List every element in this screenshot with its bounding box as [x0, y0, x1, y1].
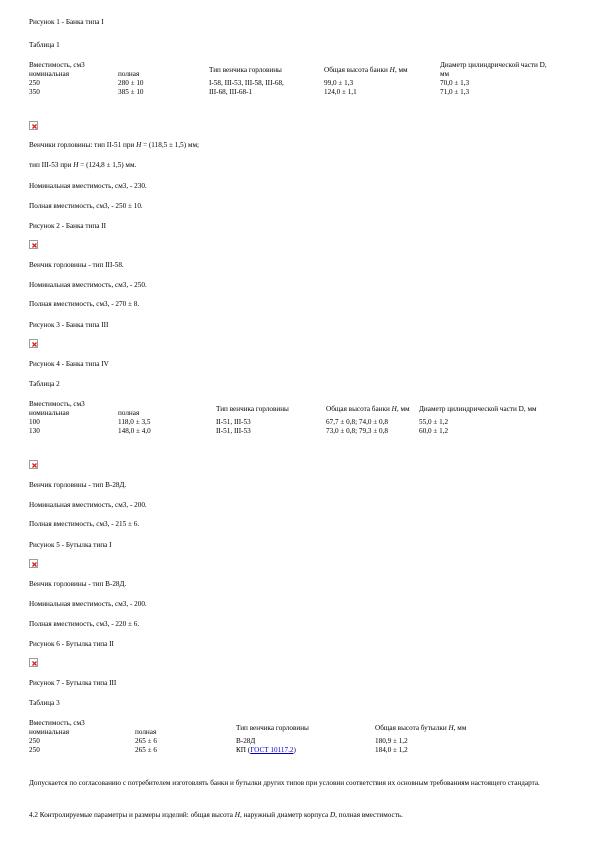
figure-5-caption: Рисунок 5 - Бутылка типа I	[29, 541, 112, 549]
broken-image-icon	[29, 339, 38, 348]
table-cell: 130	[29, 427, 40, 435]
nominal-capacity-4: Номинальная вместимость, см3, - 200.	[29, 600, 147, 608]
table-1-header-neck: Тип венчика горловины	[209, 65, 282, 74]
table-1	[29, 61, 555, 97]
table-1-header-full: полная	[118, 70, 140, 78]
neck-type-3: Венчик горловины - тип В-28Д.	[29, 481, 127, 489]
table-3-header-capacity: Вместимость, см3	[29, 719, 85, 727]
neck-types-line-1: Венчики горловины: тип II-51 при H = (118,5 ± 1,5) мм;	[29, 141, 200, 149]
neck-type-4: Венчик горловины - тип В-28Д.	[29, 580, 127, 588]
nominal-capacity-3: Номинальная вместимость, см3, - 200.	[29, 501, 147, 509]
table-cell: 350	[29, 88, 40, 96]
table-1-caption: Таблица 1	[29, 41, 60, 49]
figure-4-caption: Рисунок 4 - Банка типа IV	[29, 360, 109, 368]
full-capacity-3: Полная вместимость, см3, - 215 ± 6.	[29, 520, 140, 528]
table-cell: 124,0 ± 1,1	[324, 88, 357, 96]
table-cell: 118,0 ± 3,5	[118, 418, 151, 426]
table-row	[29, 418, 544, 427]
table-cell: 280 ± 10	[118, 79, 144, 87]
figure-1-caption: Рисунок 1 - Банка типа I	[29, 18, 104, 26]
table-3-caption: Таблица 3	[29, 699, 60, 707]
table-2-header-nominal: номинальная	[29, 409, 70, 417]
table-cell: 99,0 ± 1,3	[324, 79, 354, 87]
table-2-caption: Таблица 2	[29, 380, 60, 388]
table-row	[29, 746, 555, 755]
table-1-header-capacity: Вместимость, см3	[29, 61, 85, 69]
table-cell: 67,7 ± 0,8; 74,0 ± 0,8	[326, 418, 388, 426]
table-row	[29, 427, 544, 436]
table-cell: 55,0 ± 1,2	[419, 418, 449, 426]
table-row	[29, 88, 555, 97]
table-2-header-full: полная	[118, 409, 140, 417]
nominal-capacity-2: Номинальная вместимость, см3, - 250.	[29, 281, 147, 289]
table-2-header-height: Общая высота банки H, мм	[326, 404, 410, 413]
table-cell: II-51, III-53	[216, 418, 251, 426]
section-4-2-paragraph: 4.2 Контролируемые параметры и размеры изделий: общая высота H, наружный диаметр корпуса D, полная вместимость.	[29, 811, 403, 819]
table-cell: II-51, III-53	[216, 427, 251, 435]
table-2-header-diameter: Диаметр цилиндрической части D, мм	[419, 404, 537, 413]
table-row	[29, 737, 555, 746]
table-cell: I-58, III-53, III-58, III-68,	[209, 79, 284, 87]
table-3-header-neck: Тип венчика горловины	[236, 723, 309, 732]
table-cell: 71,0 ± 1,3	[440, 88, 470, 96]
gost-link[interactable]: ГОСТ 10117.2	[250, 746, 294, 754]
table-cell: 184,0 ± 1,2	[375, 746, 408, 754]
full-capacity-2: Полная вместимость, см3, - 270 ± 8.	[29, 300, 140, 308]
full-capacity-1: Полная вместимость, см3, - 250 ± 10.	[29, 202, 143, 210]
full-capacity-4: Полная вместимость, см3, - 220 ± 6.	[29, 620, 140, 628]
broken-image-icon	[29, 559, 38, 568]
table-cell: 250	[29, 79, 40, 87]
table-cell: КП (ГОСТ 10117.2)	[236, 746, 296, 754]
table-3-header-height: Общая высота бутылки H, мм	[375, 723, 467, 732]
figure-6-caption: Рисунок 6 - Бутылка типа II	[29, 640, 114, 648]
table-1-header-diameter: Диаметр цилиндрической части D, мм	[440, 61, 547, 78]
broken-image-icon	[29, 460, 38, 469]
table-row	[29, 79, 555, 88]
allowance-paragraph: Допускается по согласованию с потребителем изготовлять банки и бутылки других типов при условии соответствия их основным требованиям настоящего стандарта.	[29, 779, 540, 787]
table-cell: 250	[29, 737, 40, 745]
table-cell: 60,0 ± 1,2	[419, 427, 449, 435]
table-cell: 265 ± 6	[135, 737, 157, 745]
table-cell: 250	[29, 746, 40, 754]
table-cell: III-68, III-68-1	[209, 88, 253, 96]
table-3-header-full: полная	[135, 728, 157, 736]
table-cell: 70,0 ± 1,3	[440, 79, 470, 87]
broken-image-icon	[29, 658, 38, 667]
table-cell: 265 ± 6	[135, 746, 157, 754]
broken-image-icon	[29, 121, 38, 130]
table-2-header-capacity: Вместимость, см3	[29, 400, 85, 408]
table-3	[29, 719, 555, 755]
table-cell: 100	[29, 418, 40, 426]
table-1-header-nominal: номинальная	[29, 70, 70, 78]
table-2-header-neck: Тип венчика горловины	[216, 404, 289, 413]
table-1-header-height: Общая высота банки H, мм	[324, 65, 408, 74]
table-cell: В-28Д	[236, 737, 256, 745]
figure-3-caption: Рисунок 3 - Банка типа III	[29, 321, 109, 329]
table-cell: 385 ± 10	[118, 88, 144, 96]
table-cell: 73,0 ± 0,8; 79,3 ± 0,8	[326, 427, 388, 435]
table-cell: 148,0 ± 4,0	[118, 427, 151, 435]
broken-image-icon	[29, 240, 38, 249]
table-2	[29, 400, 544, 436]
table-3-header-nominal: номинальная	[29, 728, 70, 736]
figure-7-caption: Рисунок 7 - Бутылка типа III	[29, 679, 117, 687]
figure-2-caption: Рисунок 2 - Банка типа II	[29, 222, 106, 230]
neck-types-line-2: тип III-53 при H = (124,8 ± 1,5) мм.	[29, 161, 137, 169]
neck-type-2: Венчик горловины - тип III-58.	[29, 261, 124, 269]
nominal-capacity-1: Номинальная вместимость, см3, - 230.	[29, 182, 147, 190]
table-cell: 180,9 ± 1,2	[375, 737, 408, 745]
